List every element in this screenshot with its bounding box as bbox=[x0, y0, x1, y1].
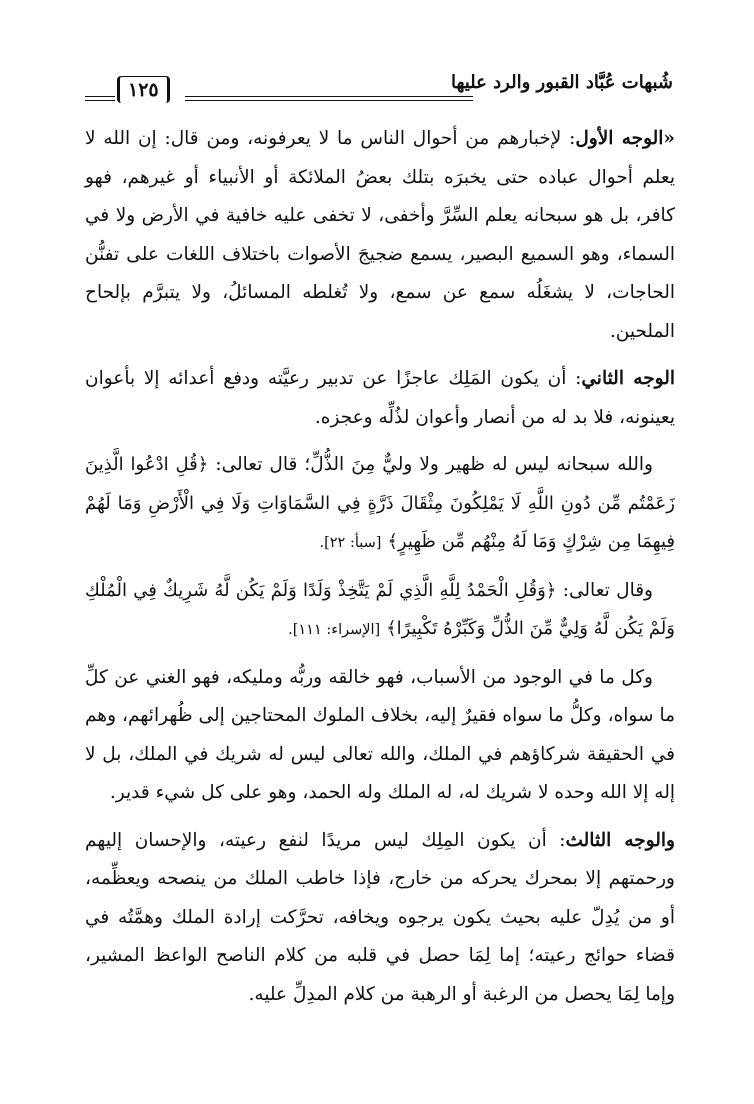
paragraph-text: وقال تعالى: bbox=[562, 579, 653, 601]
page-header bbox=[85, 70, 673, 106]
paragraph-4 bbox=[85, 572, 675, 650]
paragraph-text: : أن يكون المِلِك ليس مريدًا لنفع رعيته، والإحسان إليهم ورحمتهم إلا بمحرك يحركه من خارج، فإذا خاطب الملك من ينصحه ويعظِّمه، أو من يُدِلّ عليه بحيث يكون يرجوه ويخافه، تحرَّكت إرادة الملك وهمَّتُه في قضاء حوائج رعيته؛ إما لِمَا حصل في قلبه من كلام الناصح الواعظ المشير، وإما لِمَا يحصل من الرغبة أو الرهبة من كلام المدِلِّ عليه. bbox=[85, 829, 675, 1005]
paragraph-text: : لإخبارهم من أحوال الناس ما لا يعرفونه، ومن قال: إن الله لا يعلم أحوال عباده حتى يخبرَه بتلك بعضُ الملائكة أو الأنبياء أو غيرهم، فهو كافر، بل هو سبحانه يعلم السِّرَّ وأخفى، لا تخفى عليه خافية في الأرض ولا في السماء، وهو السميع البصير، يسمع ضجيجَ الأصوات باختلاف اللغات على تفنُّن الحاجات، لا يشغَلُه سمع عن سمع، ولا تُغلطه المسائلُ، ولا يتبرَّم بإلحاح الملحين. bbox=[85, 128, 675, 342]
verse-reference: [سبأ: ٢٢]. bbox=[319, 535, 382, 551]
paragraph-1 bbox=[85, 120, 675, 351]
running-title: شُبهات عُبَّاد القبور والرد عليها bbox=[450, 72, 673, 93]
verse-reference: [الإسراء: ١١١]. bbox=[288, 622, 381, 638]
header-rule bbox=[185, 96, 473, 101]
paragraph-lead: والوجه الثالث bbox=[565, 829, 675, 851]
header-rule-short bbox=[85, 96, 115, 101]
paragraph-text: : أن يكون المَلِك عاجزًا عن تدبير رعيَّته ودفع أعدائه إلا بأعوان يعينونه، فلا بد له من أنصار وأعوان لذُلِّه وعجزه. bbox=[85, 368, 675, 428]
paragraph-lead: الوجه الثاني bbox=[581, 368, 675, 389]
paragraph-6 bbox=[85, 822, 675, 1015]
paragraph-5 bbox=[85, 659, 675, 813]
paragraph-text: وكل ما في الوجود من الأسباب، فهو خالقه وربُّه ومليكه، فهو الغني عن كلِّ ما سواه، وكلُّ ما سواه فقيرٌ إليه، بخلاف الملوك المحتاجين إلى ظُهرائهم، وهم في الحقيقة شركاؤهم في الملك، والله تعالى ليس له شريك في الملك، بل لا إله إلا الله وحده لا شريك له، له الملك وله الحمد، وهو على كل شيء قدير. bbox=[85, 666, 675, 803]
quran-verse: ﴿قُلِ ادْعُوا الَّذِينَ زَعَمْتُم مِّن دُونِ اللَّهِ لَا يَمْلِكُونَ مِثْقَالَ ذَرَّةٍ فِي السَّمَاوَاتِ وَلَا فِي الْأَرْضِ وَمَا لَهُمْ فِيهِمَا مِن شِرْكٍ وَمَا لَهُ مِنْهُم مِّن ظَهِيرٍ﴾ bbox=[85, 454, 675, 552]
paragraph-lead: «الوجه الأول bbox=[575, 128, 675, 149]
page-body bbox=[85, 120, 675, 1080]
quran-verse: ﴿وَقُلِ الْحَمْدُ لِلَّهِ الَّذِي لَمْ يَتَّخِذْ وَلَدًا وَلَمْ يَكُن لَّهُ شَرِيكٌ فِي الْمُلْكِ وَلَمْ يَكُن لَّهُ وَلِيٌّ مِّنَ الذُّلِّ وَكَبِّرْهُ تَكْبِيرًا﴾ bbox=[85, 579, 675, 639]
page-number: ١٢٥ bbox=[117, 76, 170, 103]
paragraph-text: والله سبحانه ليس له ظهير ولا وليٌّ مِنَ الذُّلِّ؛ قال تعالى: bbox=[215, 454, 653, 475]
paragraph-3 bbox=[85, 446, 675, 563]
paragraph-2 bbox=[85, 360, 675, 437]
